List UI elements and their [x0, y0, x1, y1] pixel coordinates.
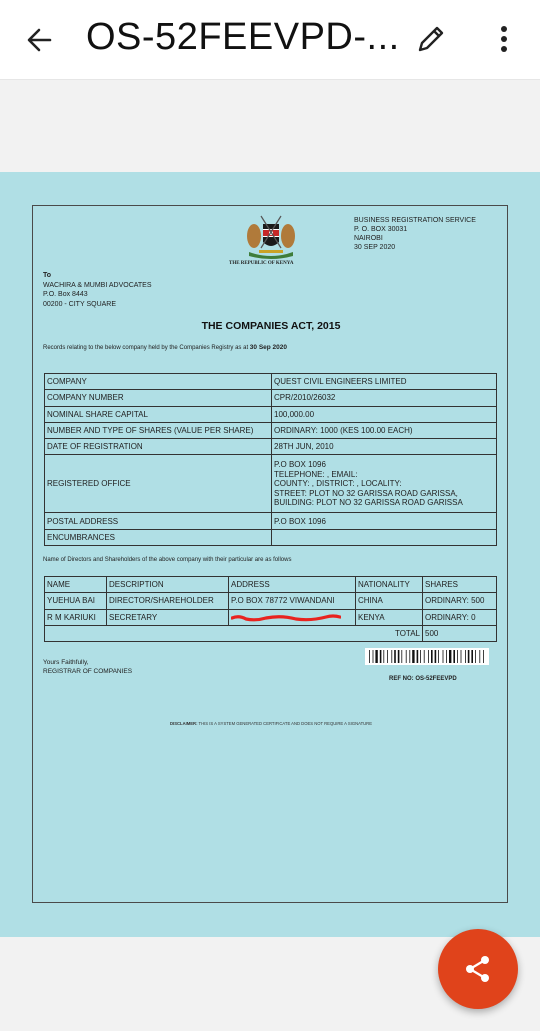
director-description: DIRECTOR/SHAREHOLDER — [107, 593, 229, 609]
address-line: TELEPHONE: , EMAIL: — [274, 469, 358, 479]
signoff-line: REGISTRAR OF COMPANIES — [43, 668, 133, 675]
recipient-line: WACHIRA & MUMBI ADVOCATES — [43, 281, 152, 289]
field-value: ORDINARY: 1000 (KES 100.00 EACH) — [272, 422, 497, 438]
to-label: To — [43, 272, 52, 279]
barcode-bar — [420, 650, 421, 663]
barcode-bar — [398, 650, 400, 663]
field-value: CPR/2010/26032 — [272, 390, 497, 406]
barcode-bar — [468, 650, 470, 663]
barcode-bar — [383, 650, 384, 663]
director-address: P.O BOX 78772 VIWANDANI — [229, 593, 356, 609]
share-icon — [464, 955, 492, 983]
field-value: P.O BOX 1096 — [272, 513, 497, 529]
barcode-bar — [475, 650, 476, 663]
director-name: R M KARIUKI — [45, 609, 107, 625]
barcode-bar — [406, 650, 407, 663]
table-row — [45, 529, 497, 545]
barcode-bar — [391, 650, 392, 663]
issue-date: 30 SEP 2020 — [354, 244, 396, 251]
more-vertical-icon[interactable] — [494, 22, 514, 56]
coat-of-arms-icon — [243, 212, 299, 260]
table-row — [45, 609, 497, 625]
barcode-bar — [457, 650, 458, 663]
column-header: ADDRESS — [229, 577, 356, 593]
barcode-bar — [479, 650, 480, 663]
director-shares: ORDINARY: 0 — [423, 609, 497, 625]
barcode-bar — [387, 650, 388, 663]
certificate-page — [32, 205, 508, 903]
column-header: NATIONALITY — [356, 577, 423, 593]
director-description: SECRETARY — [107, 609, 229, 625]
field-label: DATE OF REGISTRATION — [45, 439, 272, 455]
table-row — [45, 513, 497, 529]
recipient-line: P.O. Box 8443 — [43, 291, 88, 298]
field-value: 100,000.00 — [272, 406, 497, 422]
barcode-bar — [471, 650, 473, 663]
table-row — [45, 390, 497, 406]
table-row — [45, 406, 497, 422]
table-row — [45, 593, 497, 609]
reference-number: REF NO: OS-52FEEVPD — [389, 676, 457, 682]
records-date: 30 Sep 2020 — [249, 344, 288, 351]
barcode-bar — [443, 650, 444, 663]
table-row — [45, 455, 497, 513]
disclaimer — [33, 721, 509, 726]
signoff-line: Yours Faithfully, — [43, 659, 89, 666]
address-line: BUILDING: PLOT NO 32 GARISSA ROAD GARISSA — [274, 498, 463, 508]
barcode-bar — [446, 650, 447, 663]
director-nationality: KENYA — [356, 609, 423, 625]
document-title: OS-52FEEVPD-... — [86, 16, 400, 58]
field-label: POSTAL ADDRESS — [45, 513, 272, 529]
recipient-address — [43, 271, 152, 309]
barcode-bar — [449, 650, 451, 663]
records-text: Records relating to the below company held by the Companies Registry as at — [43, 345, 250, 351]
issuer-line: BUSINESS REGISTRATION SERVICE — [354, 217, 476, 224]
director-address — [229, 609, 356, 625]
barcode-bar — [394, 650, 396, 663]
barcode-bar — [369, 650, 370, 663]
total-value: 500 — [423, 625, 497, 641]
document-viewer[interactable] — [0, 172, 540, 937]
column-header: NAME — [45, 577, 107, 593]
barcode-bar — [428, 650, 429, 663]
emblem-caption: THE REPUBLIC OF KENYA — [229, 261, 294, 266]
field-value: 28TH JUN, 2010 — [272, 439, 497, 455]
barcode — [365, 648, 489, 665]
barcode-bar — [401, 650, 402, 663]
recipient-line: 00200 - CITY SQUARE — [43, 300, 117, 308]
table-row — [45, 439, 497, 455]
directors-table — [44, 576, 497, 642]
barcode-bar — [380, 650, 382, 663]
barcode-bar — [461, 650, 462, 663]
barcode-bar — [435, 650, 437, 663]
field-label: ENCUMBRANCES — [45, 529, 272, 545]
app-bar — [0, 0, 540, 80]
issuer-address — [354, 216, 476, 252]
records-statement — [43, 344, 287, 351]
field-value: QUEST CIVIL ENGINEERS LIMITED — [272, 374, 497, 390]
address-line: STREET: PLOT NO 32 GARISSA ROAD GARISSA, — [274, 488, 458, 498]
barcode-bar — [483, 650, 484, 663]
table-header-row — [45, 577, 497, 593]
pencil-icon[interactable] — [414, 22, 448, 56]
issuer-line: NAIROBI — [354, 235, 383, 242]
barcode-bar — [424, 650, 425, 663]
table-row — [45, 374, 497, 390]
act-title: THE COMPANIES ACT, 2015 — [201, 320, 341, 332]
share-button[interactable] — [438, 929, 518, 1009]
signoff — [43, 658, 132, 676]
barcode-bar — [465, 650, 466, 663]
disclaimer-text: THIS IS A SYSTEM GENERATED CERTIFICATE AND DOES NOT REQUIRE A SIGNATURE — [197, 721, 372, 726]
field-value — [272, 455, 497, 513]
disclaimer-label: DISCLAIMER: — [170, 721, 198, 726]
field-label: REGISTERED OFFICE — [45, 455, 272, 513]
barcode-bar — [438, 650, 439, 663]
director-name: YUEHUA BAI — [45, 593, 107, 609]
barcode-bar — [409, 650, 410, 663]
field-label: NOMINAL SHARE CAPITAL — [45, 406, 272, 422]
field-label: COMPANY — [45, 374, 272, 390]
company-details-table — [44, 373, 497, 546]
field-label: COMPANY NUMBER — [45, 390, 272, 406]
director-shares: ORDINARY: 500 — [423, 593, 497, 609]
redaction-scribble — [231, 614, 341, 622]
barcode-bar — [417, 650, 419, 663]
field-label: NUMBER AND TYPE OF SHARES (VALUE PER SHARE) — [45, 422, 272, 438]
barcode-bar — [373, 650, 374, 663]
field-value — [272, 529, 497, 545]
barcode-bar — [453, 650, 455, 663]
barcode-bar — [375, 650, 377, 663]
column-header: DESCRIPTION — [107, 577, 229, 593]
total-label: TOTAL — [45, 625, 423, 641]
directors-note: Name of Directors and Shareholders of the above company with their particular are as follows — [43, 557, 292, 563]
total-row — [45, 625, 497, 641]
barcode-bar — [412, 650, 414, 663]
director-nationality: CHINA — [356, 593, 423, 609]
table-row — [45, 422, 497, 438]
back-arrow-icon[interactable] — [22, 22, 58, 58]
barcode-bar — [431, 650, 433, 663]
address-line: P.O BOX 1096 — [274, 460, 326, 470]
address-line: COUNTY: , DISTRICT: , LOCALITY: — [274, 479, 402, 489]
issuer-line: P. O. BOX 30031 — [354, 226, 408, 233]
column-header: SHARES — [423, 577, 497, 593]
